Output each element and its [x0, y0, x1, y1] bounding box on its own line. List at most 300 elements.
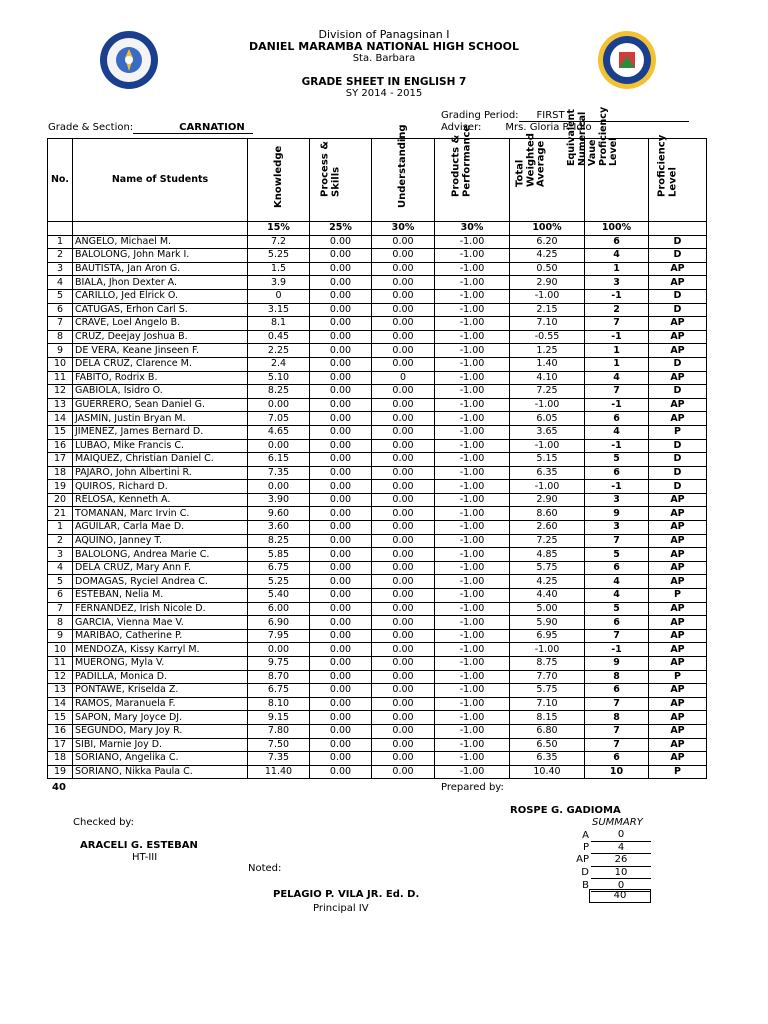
- knowledge-score: 7.2: [248, 235, 310, 249]
- row-number: 13: [48, 398, 73, 412]
- student-name: FABITO, Rodrix B.: [73, 371, 248, 385]
- table-row: [48, 289, 707, 303]
- understanding-score: 0.00: [372, 724, 435, 738]
- row-number: 18: [48, 466, 73, 480]
- equivalent-value: 9: [585, 507, 649, 521]
- student-name: BALOLONG, Andrea Marie C.: [73, 548, 248, 562]
- row-number: 17: [48, 453, 73, 467]
- row-number: 14: [48, 412, 73, 426]
- understanding-score: 0.00: [372, 575, 435, 589]
- knowledge-score: 5.40: [248, 589, 310, 603]
- process-score: 0.00: [310, 371, 372, 385]
- row-number: 16: [48, 724, 73, 738]
- grade-section: [48, 122, 253, 134]
- total-average: 5.00: [510, 602, 585, 616]
- table-row: [48, 398, 707, 412]
- products-score: -1.00: [435, 724, 510, 738]
- proficiency-level: AP: [649, 493, 707, 507]
- row-number: 15: [48, 425, 73, 439]
- understanding-score: 0.00: [372, 657, 435, 671]
- table-row: [48, 602, 707, 616]
- row-number: 19: [48, 480, 73, 494]
- equivalent-value: 1: [585, 357, 649, 371]
- total-average: -1.00: [510, 289, 585, 303]
- process-score: 0.00: [310, 398, 372, 412]
- process-score: 0.00: [310, 575, 372, 589]
- understanding-score: 0.00: [372, 738, 435, 752]
- prepared-by-label: Prepared by:: [441, 782, 504, 793]
- row-number: 7: [48, 602, 73, 616]
- total-average: 7.70: [510, 670, 585, 684]
- student-name: ANGELO, Michael M.: [73, 235, 248, 249]
- total-average: 8.60: [510, 507, 585, 521]
- table-row: [48, 534, 707, 548]
- knowledge-score: 3.9: [248, 276, 310, 290]
- summary-value: 10: [591, 866, 651, 879]
- knowledge-score: 2.4: [248, 357, 310, 371]
- knowledge-score: 3.15: [248, 303, 310, 317]
- understanding-header-text: Understanding: [396, 123, 408, 208]
- process-score: 0.00: [310, 629, 372, 643]
- equivalent-value: 4: [585, 425, 649, 439]
- process-score: 0.00: [310, 697, 372, 711]
- proficiency-level: AP: [649, 561, 707, 575]
- products-score: -1.00: [435, 493, 510, 507]
- equivalent-value: 7: [585, 738, 649, 752]
- student-name: BAUTISTA, Jan Aron G.: [73, 262, 248, 276]
- table-row: [48, 235, 707, 249]
- proficiency-level: AP: [649, 643, 707, 657]
- student-name: DOMAGAS, Ryciel Andrea C.: [73, 575, 248, 589]
- process-score: 0.00: [310, 412, 372, 426]
- table-row: [48, 697, 707, 711]
- weight-knowledge: 15%: [248, 222, 310, 236]
- proficiency-level: D: [649, 289, 707, 303]
- column-header-name: Name of Students: [73, 139, 248, 222]
- weight-understanding: 30%: [372, 222, 435, 236]
- total-average: 4.25: [510, 249, 585, 263]
- student-name: PAJARO, John Albertini R.: [73, 466, 248, 480]
- table-row: [48, 629, 707, 643]
- total-average: 4.25: [510, 575, 585, 589]
- table-row: [48, 752, 707, 766]
- student-name: SEGUNDO, Mary Joy R.: [73, 724, 248, 738]
- process-score: 0.00: [310, 589, 372, 603]
- equivalent-value: 6: [585, 684, 649, 698]
- understanding-score: 0.00: [372, 317, 435, 331]
- understanding-score: 0.00: [372, 357, 435, 371]
- understanding-score: 0.00: [372, 303, 435, 317]
- sheet-title: GRADE SHEET IN ENGLISH 7: [301, 76, 467, 88]
- total-average: 4.40: [510, 589, 585, 603]
- total-average: 7.10: [510, 697, 585, 711]
- table-row: [48, 249, 707, 263]
- products-score: -1.00: [435, 616, 510, 630]
- products-score: -1.00: [435, 534, 510, 548]
- table-row: [48, 507, 707, 521]
- process-score: 0.00: [310, 521, 372, 535]
- products-score: -1.00: [435, 480, 510, 494]
- products-score: -1.00: [435, 765, 510, 779]
- knowledge-score: 3.90: [248, 493, 310, 507]
- student-name: SORIANO, Angelika C.: [73, 752, 248, 766]
- table-row: [48, 439, 707, 453]
- understanding-score: 0.00: [372, 480, 435, 494]
- knowledge-score: 4.65: [248, 425, 310, 439]
- knowledge-header-text: Knowledge: [272, 145, 284, 208]
- products-score: -1.00: [435, 425, 510, 439]
- understanding-score: 0.00: [372, 711, 435, 725]
- proficiency-level: AP: [649, 629, 707, 643]
- proficiency-level: P: [649, 425, 707, 439]
- total-average: -1.00: [510, 439, 585, 453]
- products-score: -1.00: [435, 507, 510, 521]
- total-average: -1.00: [510, 643, 585, 657]
- student-name: MAIQUEZ, Christian Daniel C.: [73, 453, 248, 467]
- total-average: 4.10: [510, 371, 585, 385]
- proficiency-header-text: Proficiency Level: [656, 134, 678, 197]
- proficiency-level: AP: [649, 575, 707, 589]
- student-name: JASMIN, Justin Bryan M.: [73, 412, 248, 426]
- products-score: -1.00: [435, 276, 510, 290]
- total-average: 0.50: [510, 262, 585, 276]
- understanding-score: 0.00: [372, 752, 435, 766]
- equivalent-value: 8: [585, 711, 649, 725]
- table-row: [48, 657, 707, 671]
- knowledge-score: 8.25: [248, 385, 310, 399]
- products-score: -1.00: [435, 249, 510, 263]
- proficiency-level: D: [649, 480, 707, 494]
- total-average: 5.75: [510, 561, 585, 575]
- row-number: 15: [48, 711, 73, 725]
- proficiency-level: D: [649, 439, 707, 453]
- products-score: -1.00: [435, 385, 510, 399]
- column-header-process: [310, 139, 372, 222]
- process-score: 0.00: [310, 724, 372, 738]
- weight-total: 100%: [510, 222, 585, 236]
- process-score: 0.00: [310, 602, 372, 616]
- student-name: GUERRERO, Sean Daniel G.: [73, 398, 248, 412]
- proficiency-level: D: [649, 235, 707, 249]
- process-score: 0.00: [310, 534, 372, 548]
- grade-section-value: CARNATION: [133, 122, 253, 134]
- products-score: -1.00: [435, 317, 510, 331]
- equivalent-value: 5: [585, 548, 649, 562]
- proficiency-level: AP: [649, 330, 707, 344]
- table-row: [48, 262, 707, 276]
- proficiency-level: AP: [649, 507, 707, 521]
- student-name: AQUINO, Janney T.: [73, 534, 248, 548]
- equivalent-value: 5: [585, 453, 649, 467]
- understanding-score: 0.00: [372, 602, 435, 616]
- knowledge-score: 7.35: [248, 466, 310, 480]
- proficiency-level: AP: [649, 412, 707, 426]
- products-score: -1.00: [435, 752, 510, 766]
- table-row: [48, 589, 707, 603]
- knowledge-score: 3.60: [248, 521, 310, 535]
- proficiency-level: D: [649, 357, 707, 371]
- knowledge-score: 8.25: [248, 534, 310, 548]
- checker-name: ARACELI G. ESTEBAN: [80, 840, 198, 851]
- row-number: 10: [48, 643, 73, 657]
- proficiency-level: AP: [649, 724, 707, 738]
- equivalent-value: -1: [585, 439, 649, 453]
- table-row: [48, 684, 707, 698]
- row-number: 8: [48, 330, 73, 344]
- knowledge-score: 7.05: [248, 412, 310, 426]
- understanding-score: 0.00: [372, 534, 435, 548]
- total-average: 6.95: [510, 629, 585, 643]
- student-name: GARCIA, Vienna Mae V.: [73, 616, 248, 630]
- column-header-no: No.: [48, 139, 73, 222]
- equivalent-value: 2: [585, 303, 649, 317]
- student-name: RAMOS, Maranuela F.: [73, 697, 248, 711]
- row-number: 3: [48, 262, 73, 276]
- understanding-score: 0.00: [372, 493, 435, 507]
- process-score: 0.00: [310, 765, 372, 779]
- table-row: [48, 385, 707, 399]
- process-score: 0.00: [310, 453, 372, 467]
- student-name: BALOLONG, John Mark I.: [73, 249, 248, 263]
- understanding-score: 0.00: [372, 249, 435, 263]
- understanding-score: 0.00: [372, 330, 435, 344]
- student-name: DELA CRUZ, Mary Ann F.: [73, 561, 248, 575]
- equivalent-value: 6: [585, 616, 649, 630]
- process-score: 0.00: [310, 684, 372, 698]
- products-score: -1.00: [435, 330, 510, 344]
- knowledge-score: 5.85: [248, 548, 310, 562]
- process-score: 0.00: [310, 289, 372, 303]
- summary-value: 0: [591, 829, 651, 841]
- equivalent-value: 4: [585, 371, 649, 385]
- student-name: SORIANO, Nikka Paula C.: [73, 765, 248, 779]
- adviser-value: Mrs. Gloria P. Idio: [505, 122, 592, 133]
- knowledge-score: 1.5: [248, 262, 310, 276]
- equivalent-value: 7: [585, 629, 649, 643]
- proficiency-level: P: [649, 589, 707, 603]
- products-score: -1.00: [435, 289, 510, 303]
- proficiency-level: AP: [649, 657, 707, 671]
- understanding-score: 0.00: [372, 521, 435, 535]
- proficiency-level: AP: [649, 262, 707, 276]
- products-score: -1.00: [435, 657, 510, 671]
- process-score: 0.00: [310, 616, 372, 630]
- summary-label: A: [582, 829, 589, 841]
- summary-title: SUMMARY: [592, 817, 643, 828]
- school-town: Sta. Barbara: [352, 53, 416, 64]
- understanding-score: 0.00: [372, 439, 435, 453]
- table-row: [48, 453, 707, 467]
- student-name: RELOSA, Kenneth A.: [73, 493, 248, 507]
- products-score: -1.00: [435, 371, 510, 385]
- row-number: 1: [48, 521, 73, 535]
- knowledge-score: 5.10: [248, 371, 310, 385]
- total-average: -1.00: [510, 398, 585, 412]
- table-row: [48, 466, 707, 480]
- understanding-score: 0.00: [372, 453, 435, 467]
- summary-label: D: [581, 867, 589, 879]
- summary-value: 26: [591, 854, 651, 867]
- understanding-score: 0: [372, 371, 435, 385]
- student-name: QUIROS, Richard D.: [73, 480, 248, 494]
- proficiency-level: D: [649, 466, 707, 480]
- total-header-text: Total Weighted Average: [514, 132, 547, 187]
- total-average: 8.75: [510, 657, 585, 671]
- weight-products: 30%: [435, 222, 510, 236]
- student-name: CARILLO, Jed Elrick O.: [73, 289, 248, 303]
- student-name: FERNANDEZ, Irish Nicole D.: [73, 602, 248, 616]
- total-average: 6.05: [510, 412, 585, 426]
- total-average: 5.75: [510, 684, 585, 698]
- products-score: -1.00: [435, 439, 510, 453]
- row-number: 21: [48, 507, 73, 521]
- products-score: -1.00: [435, 711, 510, 725]
- table-row: [48, 317, 707, 331]
- products-score: -1.00: [435, 561, 510, 575]
- equivalent-value: 7: [585, 317, 649, 331]
- table-row: [48, 425, 707, 439]
- understanding-score: 0.00: [372, 697, 435, 711]
- proficiency-level: AP: [649, 616, 707, 630]
- understanding-score: 0.00: [372, 235, 435, 249]
- equivalent-value: 1: [585, 262, 649, 276]
- row-number: 2: [48, 534, 73, 548]
- table-row: [48, 765, 707, 779]
- summary-value: 4: [591, 841, 651, 854]
- understanding-score: 0.00: [372, 466, 435, 480]
- products-score: -1.00: [435, 398, 510, 412]
- school-name: DANIEL MARAMBA NATIONAL HIGH SCHOOL: [248, 40, 520, 53]
- process-score: 0.00: [310, 493, 372, 507]
- process-score: 0.00: [310, 303, 372, 317]
- products-score: -1.00: [435, 548, 510, 562]
- table-row: [48, 521, 707, 535]
- column-header-knowledge: [248, 139, 310, 222]
- knowledge-score: 7.35: [248, 752, 310, 766]
- column-header-understanding: [372, 123, 435, 222]
- understanding-score: 0.00: [372, 507, 435, 521]
- understanding-score: 0.00: [372, 425, 435, 439]
- summary-label: P: [582, 841, 589, 853]
- equivalent-value: 5: [585, 602, 649, 616]
- proficiency-level: AP: [649, 534, 707, 548]
- knowledge-score: 9.60: [248, 507, 310, 521]
- products-score: -1.00: [435, 589, 510, 603]
- proficiency-level: AP: [649, 752, 707, 766]
- total-average: 2.60: [510, 521, 585, 535]
- products-score: -1.00: [435, 602, 510, 616]
- products-score: -1.00: [435, 521, 510, 535]
- student-name: MENDOZA, Kissy Karryl M.: [73, 643, 248, 657]
- process-score: 0.00: [310, 466, 372, 480]
- checked-by-label: Checked by:: [73, 817, 134, 828]
- equivalent-value: 7: [585, 724, 649, 738]
- column-header-equivalent: [565, 106, 649, 222]
- proficiency-level: AP: [649, 684, 707, 698]
- proficiency-level: AP: [649, 344, 707, 358]
- table-row: [48, 357, 707, 371]
- student-name: SIBI, Marnie Joy D.: [73, 738, 248, 752]
- total-average: 1.25: [510, 344, 585, 358]
- row-number: 4: [48, 561, 73, 575]
- total-average: 6.80: [510, 724, 585, 738]
- student-name: ESTEBAN, Nelia M.: [73, 589, 248, 603]
- total-average: 6.35: [510, 752, 585, 766]
- process-score: 0.00: [310, 561, 372, 575]
- total-average: -0.55: [510, 330, 585, 344]
- knowledge-score: 5.25: [248, 249, 310, 263]
- knowledge-score: 7.95: [248, 629, 310, 643]
- table-row: [48, 344, 707, 358]
- understanding-score: 0.00: [372, 412, 435, 426]
- products-score: -1.00: [435, 235, 510, 249]
- principal-name: PELAGIO P. VILA JR. Ed. D.: [273, 889, 420, 900]
- total-average: 6.20: [510, 235, 585, 249]
- row-number: 2: [48, 249, 73, 263]
- knowledge-score: 0.00: [248, 480, 310, 494]
- summary-label: AP: [576, 854, 589, 866]
- total-average: -1.00: [510, 480, 585, 494]
- row-number: 12: [48, 670, 73, 684]
- knowledge-score: 6.00: [248, 602, 310, 616]
- process-score: 0.00: [310, 439, 372, 453]
- summary-row: [555, 829, 651, 841]
- grading-period-label: Grading Period:: [441, 110, 519, 121]
- weight-equivalent: 100%: [585, 222, 649, 236]
- process-score: 0.00: [310, 385, 372, 399]
- equivalent-value: 1: [585, 344, 649, 358]
- row-number: 4: [48, 276, 73, 290]
- checker-title: HT-III: [132, 852, 158, 863]
- row-number: 6: [48, 303, 73, 317]
- total-average: 10.40: [510, 765, 585, 779]
- proficiency-level: AP: [649, 738, 707, 752]
- table-row: [48, 480, 707, 494]
- proficiency-level: D: [649, 385, 707, 399]
- understanding-score: 0.00: [372, 765, 435, 779]
- equivalent-value: 3: [585, 276, 649, 290]
- products-score: -1.00: [435, 670, 510, 684]
- knowledge-score: 8.10: [248, 697, 310, 711]
- total-average: 8.15: [510, 711, 585, 725]
- process-score: 0.00: [310, 643, 372, 657]
- knowledge-score: 8.1: [248, 317, 310, 331]
- row-number: 18: [48, 752, 73, 766]
- student-name: PADILLA, Monica D.: [73, 670, 248, 684]
- products-score: -1.00: [435, 466, 510, 480]
- student-name: DE VERA, Keane Jinseen F.: [73, 344, 248, 358]
- knowledge-score: 9.75: [248, 657, 310, 671]
- total-average: 3.65: [510, 425, 585, 439]
- process-score: 0.00: [310, 670, 372, 684]
- student-name: CATUGAS, Erhon Carl S.: [73, 303, 248, 317]
- process-score: 0.00: [310, 738, 372, 752]
- table-row: [48, 412, 707, 426]
- process-score: 0.00: [310, 480, 372, 494]
- proficiency-level: AP: [649, 711, 707, 725]
- row-number: 5: [48, 575, 73, 589]
- row-number: 17: [48, 738, 73, 752]
- products-score: -1.00: [435, 697, 510, 711]
- row-number: 20: [48, 493, 73, 507]
- process-header-text: Process & Skills: [319, 141, 341, 197]
- total-average: 5.90: [510, 616, 585, 630]
- understanding-score: 0.00: [372, 643, 435, 657]
- knowledge-score: 6.75: [248, 684, 310, 698]
- student-name: GABIOLA, Isidro O.: [73, 385, 248, 399]
- summary-row: [555, 866, 651, 879]
- proficiency-level: AP: [649, 548, 707, 562]
